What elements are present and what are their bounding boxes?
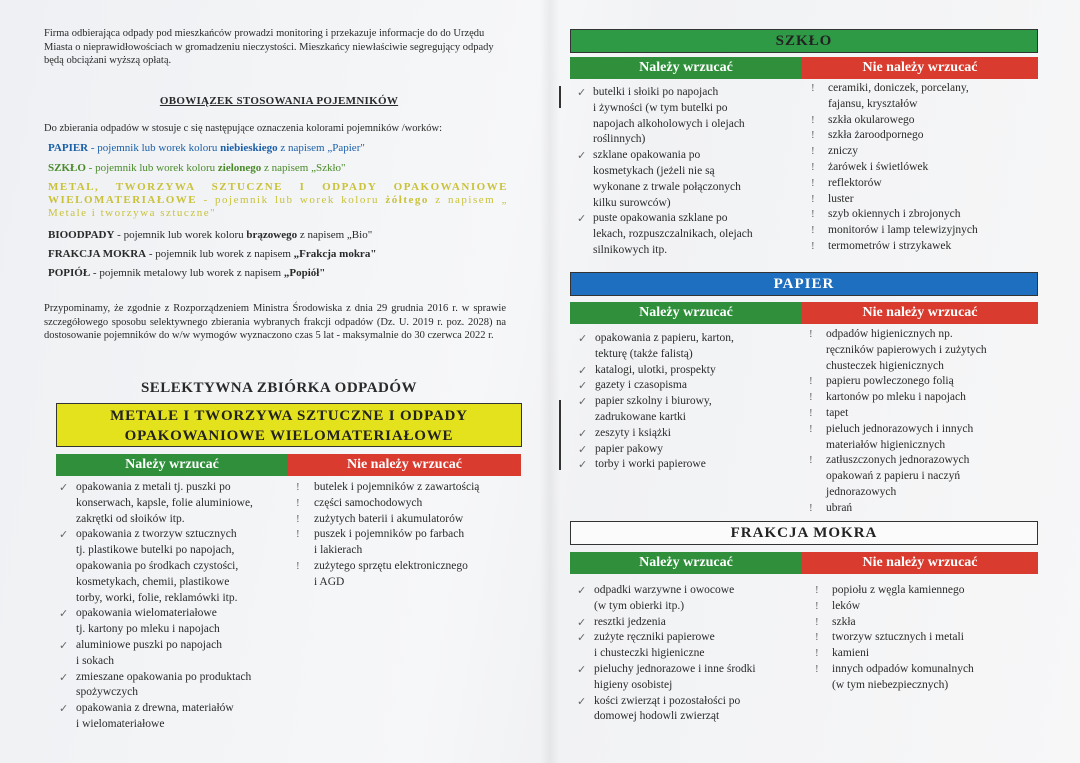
- exclamation-icon: !: [296, 528, 300, 541]
- mokra-no-item: szkła: [832, 615, 856, 628]
- exclamation-icon: !: [809, 407, 813, 419]
- check-icon: ✓: [577, 585, 587, 597]
- check-icon: ✓: [578, 427, 588, 440]
- mokra-no-item: kamieni: [832, 647, 870, 660]
- szklo-yes-item: kilku surowców): [593, 196, 671, 209]
- metale-yes-item: tj. kartony po mleku i napojach: [76, 623, 220, 636]
- exclamation-icon: !: [815, 615, 819, 628]
- exclamation-icon: !: [811, 129, 815, 142]
- bin-name: SZKŁO: [48, 162, 86, 174]
- exclamation-icon: !: [815, 647, 819, 660]
- szklo-yes-item: puste opakowania szklane po: [593, 212, 728, 225]
- metale-no-item: części samochodowych: [314, 496, 423, 509]
- bin-popiol: POPIÓŁ - pojemnik metalowy lub worek z napisem „Popiół": [48, 267, 326, 279]
- exclamation-icon: !: [815, 599, 819, 612]
- szklo-no-item: zniczy: [828, 145, 859, 158]
- metale-title-line2: OPAKOWANIOWE WIELOMATERIAŁOWE: [124, 428, 454, 444]
- szklo-yes-item: kosmetykach (jeżeli nie są: [593, 165, 715, 177]
- szklo-no-item: fajansu, kryształów: [828, 97, 918, 110]
- szklo-yes-item: butelki i słoiki po napojach: [593, 86, 719, 98]
- check-icon: ✓: [578, 459, 588, 472]
- mokra-yes-item: domowej hodowli zwierząt: [594, 710, 720, 723]
- exclamation-icon: !: [296, 512, 300, 525]
- papier-no-item: papieru powleczonego folią: [826, 375, 954, 388]
- bin-name: POPIÓŁ: [48, 267, 91, 279]
- papier-yes-item: tekturę (także falistą): [595, 347, 693, 360]
- exclamation-icon: !: [809, 501, 813, 514]
- papier-no-item: zatłuszczonych jednorazowych: [826, 454, 970, 467]
- exclamation-icon: !: [809, 454, 813, 467]
- szklo-title-bar: SZKŁO: [570, 29, 1038, 53]
- papier-no-item: pieluch jednorazowych i innych: [826, 422, 974, 435]
- check-icon: ✓: [578, 364, 588, 377]
- szklo-no-item: monitorów i lamp telewizyjnych: [828, 224, 978, 237]
- mokra-yes-item: resztki jedzenia: [594, 615, 666, 628]
- check-icon: ✓: [59, 482, 69, 494]
- metale-title-line1: METALE I TWORZYWA SZTUCZNE I ODPADY: [110, 408, 468, 424]
- exclamation-icon: !: [296, 560, 300, 572]
- metale-yes-item: torby, worki, folie, reklamówki itp.: [76, 591, 238, 604]
- metale-yes-item: opakowania z drewna, materiałów: [76, 702, 234, 715]
- check-icon: ✓: [59, 671, 69, 684]
- exclamation-icon: !: [296, 496, 300, 509]
- mokra-yes-item: odpadki warzywne i owocowe: [594, 584, 735, 596]
- exclamation-icon: !: [815, 631, 819, 644]
- check-icon: ✓: [578, 333, 588, 345]
- szklo-yes-header: Należy wrzucać: [570, 57, 802, 79]
- papier-yes-item: katalogi, ulotki, prospekty: [595, 363, 716, 376]
- check-icon: ✓: [577, 87, 587, 99]
- mokra-yes-item: pieluchy jednorazowe i inne środki: [594, 663, 756, 675]
- metale-yes-item: aluminiowe puszki po napojach: [76, 639, 222, 651]
- metale-yes-item: zakrętki od słoików itp.: [76, 512, 185, 525]
- szklo-no-item: szkła okularowego: [828, 113, 915, 126]
- szklo-yes-item: szklane opakowania po: [593, 149, 701, 162]
- bin-bio: BIOODPADY - pojemnik lub worek koloru brązowego z napisem „Bio": [48, 229, 373, 241]
- papier-no-item: opakowań z papieru i naczyń: [826, 470, 961, 483]
- metale-no-item: i lakierach: [314, 544, 363, 557]
- metale-yes-item: kosmetykach, chemii, plastikowe: [76, 575, 230, 588]
- check-icon: ✓: [577, 632, 587, 645]
- check-icon: ✓: [577, 150, 587, 163]
- papier-yes-item: zeszyty i książki: [595, 426, 672, 439]
- check-icon: ✓: [578, 396, 588, 409]
- metale-yes-item: opakowania z tworzyw sztucznych: [76, 528, 237, 541]
- mokra-yes-header: Należy wrzucać: [570, 552, 802, 574]
- divider-line: [559, 400, 561, 470]
- exclamation-icon: !: [809, 422, 813, 435]
- intro-text: Firma odbierająca odpady pod mieszkańców prowadzi monitoring i przekazuje informacje do do Urzędu Miasta o nieprawidłowościach w gromadzeniu nieczystości. Mieszkańcy niewłaściwie segregujący odpady będą obciążani wyższą opłatą.: [44, 28, 494, 66]
- mokra-yes-item: higieny osobistej: [594, 678, 673, 691]
- check-icon: ✓: [577, 213, 587, 226]
- papier-no-item: ubrań: [826, 501, 853, 514]
- bin-name: BIOODPADY: [48, 229, 115, 241]
- papier-yes-item: zadrukowane kartki: [595, 411, 687, 423]
- szklo-no-item: luster: [828, 192, 854, 205]
- check-icon: ✓: [577, 695, 587, 708]
- metale-yes-item: zmieszane opakowania po produktach: [76, 670, 252, 683]
- szklo-no-item: żarówek i świetlówek: [828, 161, 929, 173]
- bin-metale: METAL, TWORZYWA SZTUCZNE I ODPADY OPAKOWANIOWE WIELOMATERIAŁOWE - pojemnik lub worek koloru żółtego z napisem „ Metale i tworzywa sztuczne": [48, 181, 508, 219]
- metale-yes-item: konserwach, kapsle, folie aluminiowe,: [76, 496, 253, 509]
- mokra-no-item: leków: [832, 599, 861, 612]
- metale-title-bar: [56, 403, 522, 447]
- divider-line: [559, 86, 561, 108]
- metale-no-item: i AGD: [314, 575, 345, 588]
- szklo-no-item: reflektorów: [828, 176, 882, 189]
- mokra-yes-item: zużyte ręczniki papierowe: [594, 631, 715, 644]
- szklo-yes-item: i żywności (w tym butelki po: [593, 101, 728, 114]
- exclamation-icon: !: [809, 375, 813, 388]
- exclamation-icon: !: [809, 391, 813, 404]
- papier-no-item: materiałów higienicznych: [826, 438, 946, 451]
- exclamation-icon: !: [811, 240, 815, 252]
- metale-yes-item: tj. plastikowe butelki po napojach,: [76, 544, 235, 557]
- papier-no-item: kartonów po mleku i napojach: [826, 391, 966, 404]
- exclamation-icon: !: [811, 176, 815, 189]
- metale-yes-header: Należy wrzucać: [56, 454, 288, 476]
- bin-szklo: SZKŁO - pojemnik lub worek koloru zielonego z napisem „Szkło": [48, 162, 346, 174]
- exclamation-icon: !: [815, 663, 819, 675]
- exclamation-icon: !: [809, 328, 813, 340]
- exclamation-icon: !: [811, 113, 815, 126]
- mokra-no-item: innych odpadów komunalnych: [832, 663, 974, 675]
- exclamation-icon: !: [811, 208, 815, 221]
- exclamation-icon: !: [811, 145, 815, 158]
- szklo-yes-item: lekach, rozpuszczalnikach, olejach: [593, 228, 753, 241]
- exclamation-icon: !: [811, 224, 815, 237]
- check-icon: ✓: [578, 443, 588, 456]
- papier-no-item: ręczników papierowych i zużytych: [826, 343, 987, 356]
- mokra-no-item: (w tym niebezpiecznych): [832, 678, 949, 691]
- metale-no-item: butelek i pojemników z zawartością: [314, 481, 480, 493]
- metale-yes-item: opakowania wielomateriałowe: [76, 607, 217, 620]
- papier-no-item: jednorazowych: [826, 486, 897, 498]
- metale-yes-item: i wielomateriałowe: [76, 718, 165, 730]
- mokra-yes-item: (w tym obierki itp.): [594, 599, 685, 612]
- obligation-title: OBOWIĄZEK STOSOWANIA POJEMNIKÓW: [159, 95, 399, 107]
- papier-yes-item: gazety i czasopisma: [595, 379, 687, 392]
- mokra-no-item: tworzyw sztucznych i metali: [832, 631, 964, 644]
- papier-yes-item: torby i worki papierowe: [595, 458, 706, 471]
- bin-name: METAL, TWORZYWA SZTUCZNE I ODPADY OPAKOWANIOWE WIELOMATERIAŁOWE: [48, 181, 508, 206]
- check-icon: ✓: [59, 640, 69, 652]
- papier-no-item: odpadów higienicznych np.: [826, 328, 953, 340]
- papier-yes-header: Należy wrzucać: [570, 302, 802, 324]
- szklo-no-item: ceramiki, doniczek, porcelany,: [828, 82, 969, 94]
- metale-yes-item: i sokach: [76, 654, 115, 667]
- szklo-no-header: Nie należy wrzucać: [802, 57, 1038, 79]
- papier-yes-item: papier szkolny i biurowy,: [595, 395, 712, 408]
- bins-intro: Do zbierania odpadów w stosuje c się następujące oznaczenia kolorami pojemników /worków:: [44, 123, 443, 134]
- szklo-yes-item: wykonane z trwale połączonych: [593, 180, 741, 193]
- check-icon: ✓: [59, 529, 69, 542]
- mokra-yes-item: kości zwierząt i pozostałości po: [594, 694, 741, 707]
- exclamation-icon: !: [811, 161, 815, 173]
- mokra-yes-item: i chusteczki higieniczne: [594, 647, 705, 660]
- bin-name: PAPIER: [48, 142, 89, 154]
- check-icon: ✓: [577, 616, 587, 629]
- szklo-no-item: szkła żaroodpornego: [828, 129, 924, 142]
- exclamation-icon: !: [296, 481, 300, 493]
- szklo-yes-item: napojach alkoholowych i olejach: [593, 117, 745, 130]
- check-icon: ✓: [59, 703, 69, 716]
- szklo-no-item: termometrów i strzykawek: [828, 240, 952, 252]
- selective-title: SELEKTYWNA ZBIÓRKA ODPADÓW: [140, 380, 418, 396]
- bin-mokra: FRAKCJA MOKRA - pojemnik lub worek z napisem „Frakcja mokra": [48, 248, 377, 260]
- metale-yes-item: spożywczych: [76, 686, 138, 699]
- exclamation-icon: !: [811, 82, 815, 94]
- metale-no-item: zużytego sprzętu elektronicznego: [314, 560, 468, 572]
- exclamation-icon: !: [815, 584, 819, 596]
- check-icon: ✓: [578, 380, 588, 393]
- szklo-yes-item: roślinnych): [593, 133, 646, 146]
- reminder-text: Przypominamy, że zgodnie z Rozporządzeniem Ministra Środowiska z dnia 29 grudnia 2016 r. w sprawie szczegółowego sposobu selektywnego zbierania wybranych frakcji odpadów (Dz. U. 2019 r. poz. 2028) na dostosowanie pojemników do w/w wymogów wyznaczono czas 5 lat - maksymalnie do 30 czerwca 2022 r.: [44, 303, 506, 341]
- papier-title-bar: PAPIER: [570, 272, 1038, 296]
- metale-no-item: puszek i pojemników po farbach: [314, 528, 465, 541]
- mokra-no-header: Nie należy wrzucać: [802, 552, 1038, 574]
- check-icon: ✓: [577, 664, 587, 676]
- bin-papier: PAPIER - pojemnik lub worek koloru niebieskiego z napisem „Papier": [48, 142, 365, 154]
- check-icon: ✓: [59, 608, 69, 621]
- papier-no-header: Nie należy wrzucać: [802, 302, 1038, 324]
- bin-name: FRAKCJA MOKRA: [48, 248, 147, 260]
- szklo-yes-item: silnikowych itp.: [593, 244, 668, 256]
- metale-no-header: Nie należy wrzucać: [288, 454, 521, 476]
- metale-no-item: zużytych baterii i akumulatorów: [314, 512, 464, 525]
- papier-yes-item: opakowania z papieru, karton,: [595, 332, 734, 344]
- mokra-title-bar: FRAKCJA MOKRA: [570, 521, 1038, 545]
- page-fold: [540, 0, 560, 763]
- papier-yes-item: papier pakowy: [595, 442, 664, 455]
- papier-no-item: chusteczek higienicznych: [826, 359, 944, 372]
- szklo-no-item: szyb okiennych i zbrojonych: [828, 208, 961, 221]
- papier-no-item: tapet: [826, 407, 849, 419]
- mokra-no-item: popiołu z węgla kamiennego: [832, 584, 965, 596]
- metale-yes-item: opakowania z metali tj. puszki po: [76, 481, 231, 493]
- metale-yes-item: opakowania po środkach czystości,: [76, 560, 239, 572]
- exclamation-icon: !: [811, 192, 815, 205]
